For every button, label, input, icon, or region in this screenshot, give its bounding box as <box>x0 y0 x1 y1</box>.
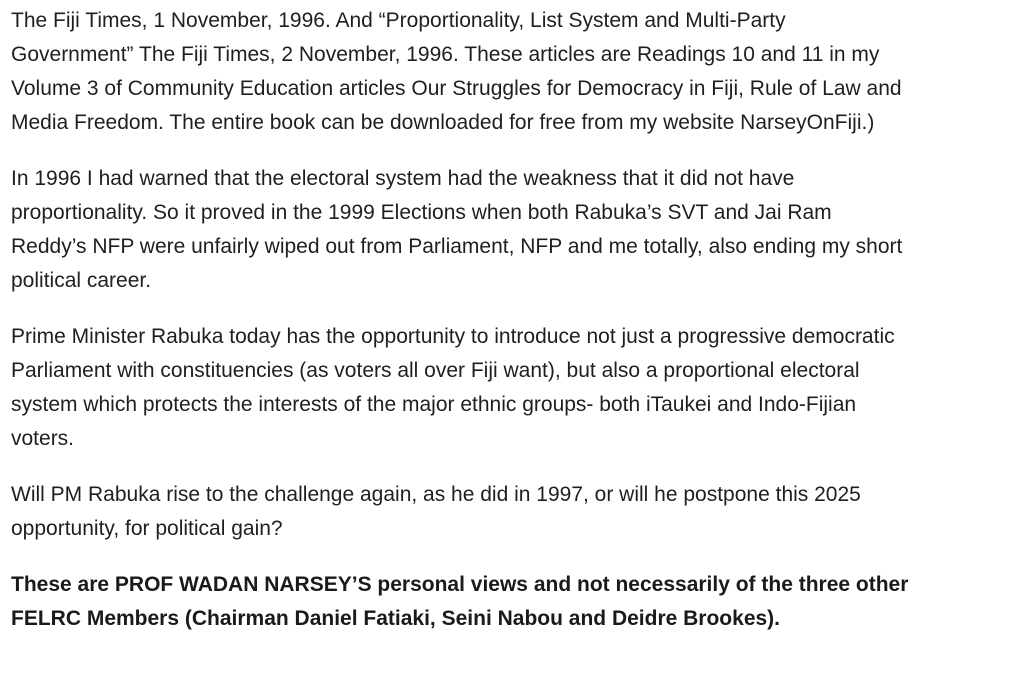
paragraph-source-note: The Fiji Times, 1 November, 1996. And “Proportionality, List System and Multi-Party Government” The Fiji Times, 2 November, 1996. These articles are Readings 10 and 11 in my Volume 3 of Community Education articles Our Struggles for Democracy in Fiji, Rule of Law and Media Freedom. The entire book can be downloaded for free from my website NarseyOnFiji.) <box>11 9 902 134</box>
article-body <box>11 4 1011 658</box>
paragraph-1996-warning: In 1996 I had warned that the electoral system had the weakness that it did not have proportionality. So it proved in the 1999 Elections when both Rabuka’s SVT and Jai Ram Reddy’s NFP were unfairly wiped out from Parliament, NFP and me totally, also ending my short political career. <box>11 167 903 292</box>
paragraph-opportunity: Prime Minister Rabuka today has the opportunity to introduce not just a progressive democratic Parliament with constituencies (as voters all over Fiji want), but also a proportional electoral system which protects the interests of the major ethnic groups- both iTaukei and Indo-Fijian voters. <box>11 325 895 450</box>
disclaimer-text: These are PROF WADAN NARSEY’S personal views and not necessarily of the three other FELRC Members (Chairman Daniel Fatiaki, Seini Nabou and Deidre Brookes). <box>11 573 909 630</box>
paragraph-question: Will PM Rabuka rise to the challenge again, as he did in 1997, or will he postpone this 2025 opportunity, for political gain? <box>11 483 861 540</box>
